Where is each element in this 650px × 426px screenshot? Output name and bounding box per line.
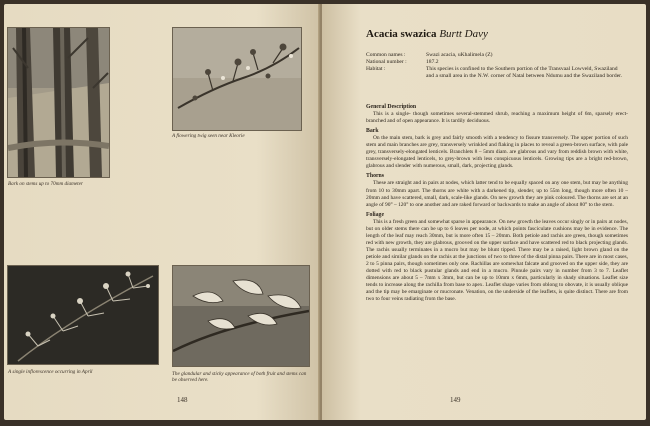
section-heading: Foliage: [366, 211, 385, 218]
species-author: Burtt Davy: [439, 28, 488, 40]
info-value: This species is confined to the Southern portion of the Transvaal Lowveld, Swaziland and a small area in the N.W. corner of Natal between Ndumu and the Swaziland border.: [426, 66, 623, 79]
photo-fruit-stems: [172, 265, 310, 367]
photo-flowering-twig: [172, 27, 302, 131]
caption-bark: Bark on stems up to 70mm diameter: [8, 181, 83, 187]
info-row: [366, 66, 626, 80]
caption-fruit-stems: The glandular and sticky appearance of both fruit and stems can be observed here.: [172, 371, 307, 383]
photo-bark: [7, 27, 110, 178]
species-title: [366, 28, 488, 40]
photo-inflorescence: [7, 265, 159, 365]
section-body: This is a fresh green and somewhat sparse in appearance. On new growth the leaves occur singly or in pairs at nodes, but on older stems there can be up to 6 leaves per node, at which points fasciculate cushions may be in evidence. The length of the leaf may reach 30mm, but is more often 15 – 20mm. Both petiole and rachis are green, though sometimes red with new growth, they are glabrous, grooved on the upper surface and have scattered red to black projecting glands. The rachis usually terminates in a mucro but may be blunt tipped. There may be a raised, light brown gland on the petiole and similar glands on the rachis at the junctions of two to three of the distal pinna pairs. There are in most cases, 2 to 5 pinna pairs, though sometimes only one. Rachillas are somewhat falcate and grooved on the upper side, they are dotted with red to black pustular glands and end in a mucro. Pinnule pairs vary in number from 3 to 7. Leaflet dimensions are about 5 – 7mm x 3mm, but can be up to 10mm x 6mm, particularly in shady situations. Leaflet size tends to increase along the rachilla from base to apex. Leaflet shape varies from oblong to obovate, it is usually oblique and the tip may be emarginate or mucronate. Venation, on the underside of the leaflets, is quite distinct. There are from two to four veins radiating from the base.: [366, 218, 628, 303]
caption-inflorescence: A single inflorescence occurring in April: [8, 369, 93, 375]
species-name: Acacia swazica: [366, 28, 437, 40]
section-body: On the main stem, bark is grey and fairly smooth with a tendency to fissure transversely. The upper portion of such stem and main branches are grey, transversely wrinkled and flaking in places to reveal a green-brown surface, with pale grey, transversely-elongated lenticels. Branchlets 8 – 5mm diam. are glabrous and vary from reddish brown with white, transversely-elongated lenticels, to grey-brown with less conspicuous lenticels. Growing tips are a bright red-brown, glabrous and slender with numerous, small, dark, projecting glands.: [366, 135, 628, 170]
caption-flowering-twig: A flowering twig seen near Kleorie: [172, 133, 245, 139]
section-heading: General Description: [366, 104, 417, 110]
species-info: [366, 52, 626, 80]
info-value: 187.2: [426, 59, 439, 65]
page-number-left: 148: [177, 396, 188, 404]
info-label: Common names :: [366, 52, 406, 58]
info-label: Habitat :: [366, 66, 386, 72]
section-heading: Bark: [366, 128, 379, 135]
info-value: Swazi acacia, uKhalimela (Z): [426, 52, 493, 58]
description-sections: [366, 101, 628, 303]
section-body: This is a single- though sometimes several-stemmed shrub, reaching a maximum height of 6m, sparsely erect-branched and of open appearance. It is tardily deciduous.: [366, 111, 628, 125]
info-row: [366, 52, 626, 59]
section-body: These are straight and in pairs at nodes, which latter tend to be equally spaced on any one stem, but may be anything from 10 to 30mm apart. The thorns are white with a darkened tip, slender, up to 55m long, though more often 10 – 20mm and have scattered, small, dark, scale-like glands. On new growth they are pink coloured. The thorns are set at an angle of 90° – 120° to one another and are raked forward or backwards to make an angle of about 80° to the stem.: [366, 180, 628, 208]
info-row: [366, 59, 626, 66]
info-label: National number :: [366, 59, 407, 65]
section-heading: Thorns: [366, 173, 385, 180]
page-number-right: 149: [450, 396, 461, 404]
